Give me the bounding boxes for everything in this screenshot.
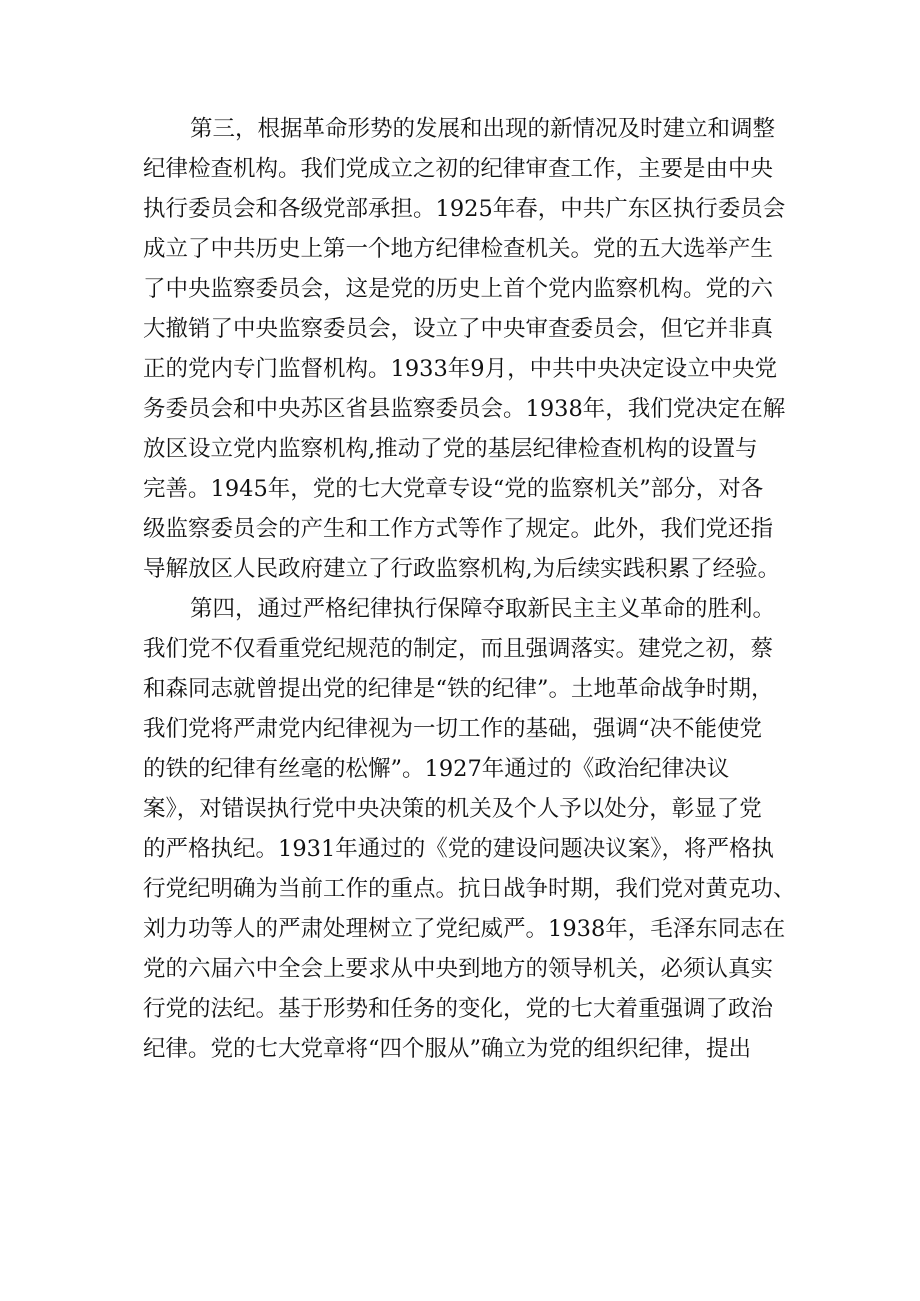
paragraph-1-line-10: 完善。1945年，党的七大党章专设“党的监察机关”部分，对各 xyxy=(143,476,764,502)
paragraph-2-line-10: 党的六届六中全会上要求从中央到地方的领导机关，必须认真实 xyxy=(143,956,774,982)
paragraph-2-line-9: 刘力功等人的严肃处理树立了党纪威严。1938年，毛泽东同志在 xyxy=(143,916,786,942)
paragraph-1-line-2: 纪律检查机构。我们党成立之初的纪律审查工作，主要是由中央 xyxy=(143,156,774,182)
paragraph-2-line-7: 的严格执纪。1931年通过的《党的建设问题决议案》，将严格执 xyxy=(143,836,775,862)
paragraph-2-line-6: 案》，对错误执行党中央决策的机关及个人予以处分，彰显了党 xyxy=(143,796,762,822)
paragraph-1-line-11: 级监察委员会的产生和工作方式等作了规定。此外，我们党还指 xyxy=(143,516,774,542)
paragraph-1-line-8: 务委员会和中央苏区省县监察委员会。1938年，我们党决定在解 xyxy=(143,396,786,422)
paragraph-1-line-5: 了中央监察委员会，这是党的历史上首个党内监察机构。党的六 xyxy=(143,276,774,302)
paragraph-1-line-12: 导解放区人民政府建立了行政监察机构,为后续实践积累了经验。 xyxy=(143,556,781,582)
paragraph-2-line-8: 行党纪明确为当前工作的重点。抗日战争时期，我们党对黄克功、 xyxy=(143,876,796,902)
paragraph-2-line-12: 纪律。党的七大党章将“四个服从”确立为党的组织纪律，提出 xyxy=(143,1036,752,1062)
paragraph-1-line-1: 第三，根据革命形势的发展和出现的新情况及时建立和调整 xyxy=(190,116,776,142)
paragraph-1-line-7: 正的党内专门监督机构。1933年9月，中共中央决定设立中央党 xyxy=(143,356,778,382)
paragraph-1-line-6: 大撤销了中央监察委员会，设立了中央审查委员会，但它并非真 xyxy=(143,316,774,342)
paragraph-2-line-3: 和森同志就曾提出党的纪律是“铁的纪律”。土地革命战争时期， xyxy=(143,676,774,702)
paragraph-2-line-4: 我们党将严肃党内纪律视为一切工作的基础，强调“决不能使党 xyxy=(143,716,763,742)
paragraph-2-line-1: 第四，通过严格纪律执行保障夺取新民主主义革命的胜利。 xyxy=(190,596,776,622)
paragraph-2-line-5: 的铁的纪律有丝毫的松懈”。1927年通过的《政治纪律决议 xyxy=(143,756,730,782)
paragraph-2-line-2: 我们党不仅看重党纪规范的制定，而且强调落实。建党之初，蔡 xyxy=(143,636,774,662)
paragraph-2-line-11: 行党的法纪。基于形势和任务的变化，党的七大着重强调了政治 xyxy=(143,996,774,1022)
paragraph-1-line-4: 成立了中共历史上第一个地方纪律检查机关。党的五大选举产生 xyxy=(143,236,774,262)
paragraph-1-line-9: 放区设立党内监察机构,推动了党的基层纪律检查机构的设置与 xyxy=(143,436,758,462)
paragraph-1-line-3: 执行委员会和各级党部承担。1925年春，中共广东区执行委员会 xyxy=(143,196,786,222)
body-text xyxy=(143,109,796,1069)
